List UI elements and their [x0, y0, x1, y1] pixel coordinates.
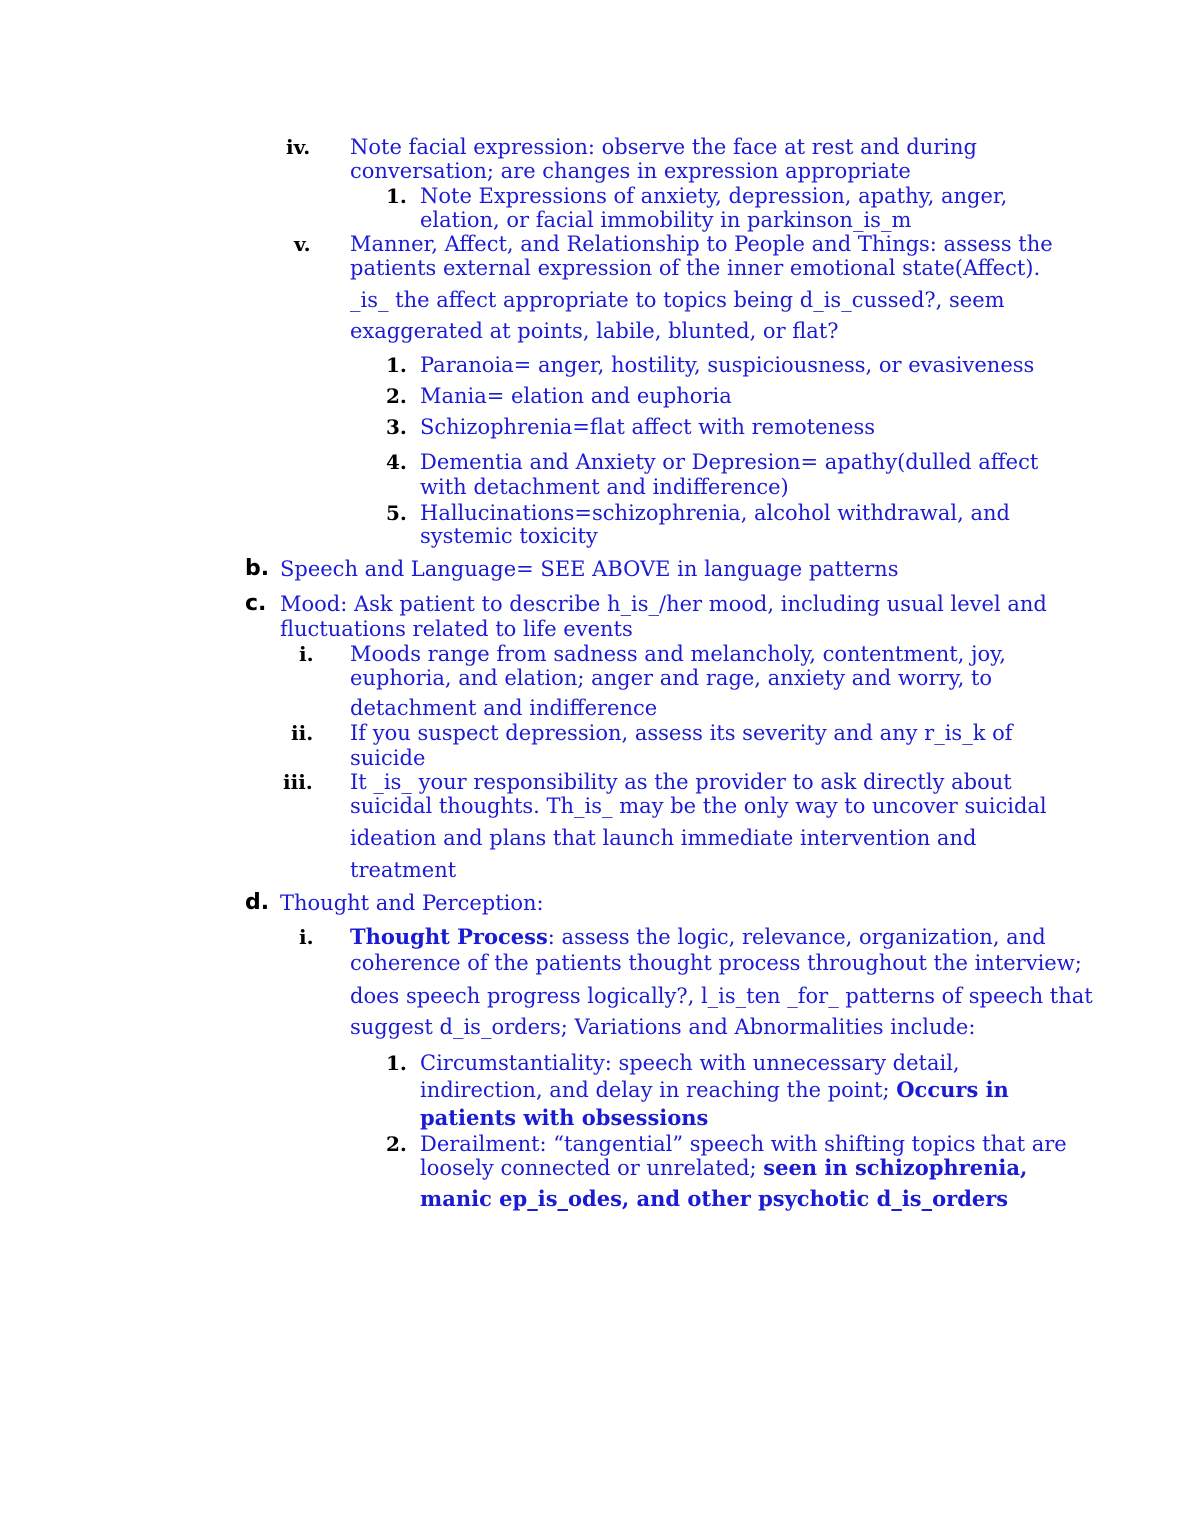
list-marker-i: i.: [299, 925, 314, 949]
text-line: It _is_ your responsibility as the provider to ask directly about: [350, 770, 1012, 794]
text-run: : assess the logic, relevance, organization, and: [547, 925, 1046, 949]
list-marker-5: 5.: [386, 501, 407, 525]
text-line: Mania= elation and euphoria: [420, 384, 732, 408]
list-marker-1: 1.: [386, 184, 407, 208]
text-line: coherence of the patients thought process throughout the interview;: [350, 951, 1082, 975]
text-line: suicidal thoughts. Th_is_ may be the only way to uncover suicidal: [350, 794, 1047, 818]
list-marker-iii: iii.: [283, 770, 313, 794]
list-marker-iv: iv.: [286, 135, 311, 159]
text-line: Paranoia= anger, hostility, suspiciousness, or evasiveness: [420, 353, 1035, 377]
text-line: detachment and indifference: [350, 696, 658, 720]
text-line: elation, or facial immobility in parkinson_is_m: [420, 208, 912, 232]
text-line: with detachment and indifference): [420, 475, 789, 499]
list-marker-d: d.: [245, 890, 270, 915]
list-marker-2: 2.: [386, 384, 407, 408]
text-run: loosely connected or unrelated;: [420, 1156, 764, 1180]
text-line: Thought and Perception:: [280, 891, 544, 915]
text-line: _is_ the affect appropriate to topics being d_is_cussed?, seem: [350, 288, 1005, 312]
text-line: [350, 925, 1046, 949]
text-line: ideation and plans that launch immediate intervention and: [350, 826, 977, 850]
list-marker-2: 2.: [386, 1132, 407, 1156]
text-line: does speech progress logically?, l_is_ten _for_ patterns of speech that: [350, 984, 1093, 1008]
text-line: Speech and Language= SEE ABOVE in language patterns: [280, 557, 899, 581]
list-marker-b: b.: [245, 556, 270, 581]
text-line: Manner, Affect, and Relationship to People and Things: assess the: [350, 232, 1053, 256]
text-line: manic ep_is_odes, and other psychotic d_is_orders: [420, 1186, 1009, 1211]
text-run: indirection, and delay in reaching the point;: [420, 1078, 897, 1102]
text-line: Circumstantiality: speech with unnecessary detail,: [420, 1051, 960, 1075]
text-line: suicide: [350, 746, 426, 770]
bold-term: Thought Process: [350, 924, 548, 949]
text-line: Hallucinations=schizophrenia, alcohol withdrawal, and: [420, 501, 1010, 525]
text-line: Note Expressions of anxiety, depression, apathy, anger,: [420, 184, 1008, 208]
text-line: patients external expression of the inner emotional state(Affect).: [350, 256, 1041, 280]
text-line: Dementia and Anxiety or Depresion= apathy(dulled affect: [420, 450, 1039, 474]
text-line: If you suspect depression, assess its severity and any r_is_k of: [350, 721, 1013, 745]
bold-term: Occurs in: [896, 1077, 1009, 1102]
text-line: fluctuations related to life events: [280, 617, 633, 641]
text-line: exaggerated at points, labile, blunted, or flat?: [350, 319, 839, 343]
text-line: treatment: [350, 858, 457, 882]
list-marker-v: v.: [294, 232, 311, 256]
list-marker-c: c.: [245, 591, 267, 616]
text-line: Derailment: “tangential” speech with shifting topics that are: [420, 1132, 1067, 1156]
list-marker-1: 1.: [386, 353, 407, 377]
text-line: systemic toxicity: [420, 524, 598, 548]
bold-term: seen in schizophrenia,: [763, 1155, 1028, 1180]
list-marker-4: 4.: [386, 450, 407, 474]
list-marker-i: i.: [299, 642, 314, 666]
list-marker-ii: ii.: [291, 721, 314, 745]
text-line: Moods range from sadness and melancholy, contentment, joy,: [350, 642, 1006, 666]
text-line: suggest d_is_orders; Variations and Abnormalities include:: [350, 1015, 976, 1039]
text-line: euphoria, and elation; anger and rage, anxiety and worry, to: [350, 666, 993, 690]
text-line: conversation; are changes in expression appropriate: [350, 159, 911, 183]
text-line: patients with obsessions: [420, 1105, 709, 1130]
text-line: Note facial expression: observe the face at rest and during: [350, 135, 977, 159]
text-line: Schizophrenia=flat affect with remoteness: [420, 415, 875, 439]
list-marker-1: 1.: [386, 1051, 407, 1075]
text-line: [420, 1156, 1027, 1180]
text-line: Mood: Ask patient to describe h_is_/her mood, including usual level and: [280, 592, 1047, 616]
list-marker-3: 3.: [386, 415, 407, 439]
text-line: [420, 1078, 1009, 1102]
